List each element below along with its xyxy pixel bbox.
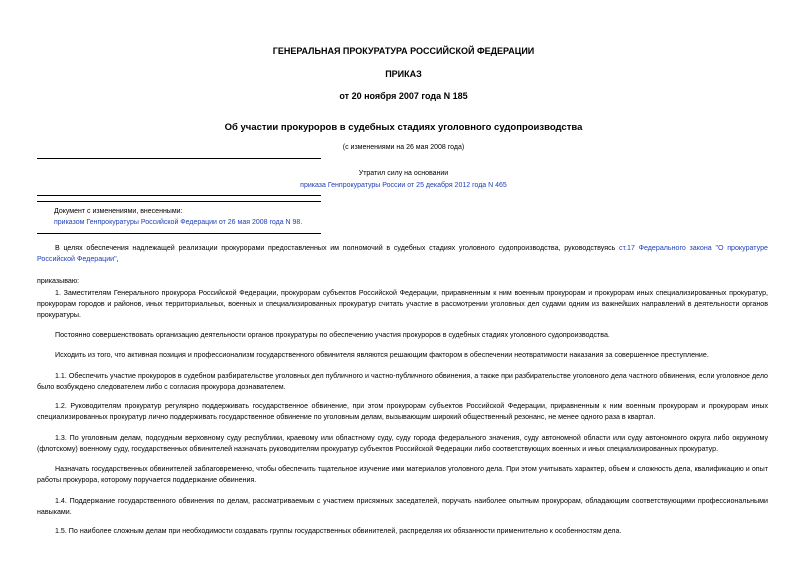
paragraph-1-2: 1.2. Руководителям прокуратур регулярно поддерживать государственное обвинение, при этом прокурорам субъектов Российской Федерации, приравненным к ним военным прокурорам и прокурорам иных специализированных прокуратур лично поддерживать государственное обвинение по уголовным делам, вызывающим широкий общественный резонанс, не менее одного раза в квартал. [37,402,768,421]
divider-3 [37,201,321,202]
document-date-number: от 20 ноября 2007 года N 185 [339,91,468,101]
paragraph-1-1: 1.1. Обеспечить участие прокуроров в судебном разбирательстве уголовных дел публичного и частно-публичного обвинения, а также при разбирательстве уголовного дела частного обвинения, если уголовное дело было возбуждено следователем либо с согласия прокурора дознавателем. [37,372,768,391]
repeal-status: Утратил силу на основании [358,170,449,177]
changes-note-label: Документ с изменениями, внесенными: [54,208,183,215]
organization-name: ГЕНЕРАЛЬНАЯ ПРОКУРАТУРА РОССИЙСКОЙ ФЕДЕРАЦИИ [272,46,535,56]
intro-paragraph [37,243,768,265]
paragraph-3: Исходить из того, что активная позиция и профессионализм государственного обвинителя являются решающим фактором в обеспечении неотвратимости наказания за совершенное преступление. [55,351,709,359]
paragraph-1: 1. Заместителям Генерального прокурора Российской Федерации, прокурорам субъектов Российской Федерации, приравненным к ним военным прокурорам и прокурорам иных специализированных прокуратур, прокурорам городов и районов, иных территориальных, военных и специализированных прокуратур считать участие в рассмотрении уголовных дел судами одним из важнейших направлений в деятельности органов прокуратуры. [37,289,768,319]
divider-4 [37,233,321,234]
paragraph-1-3: 1.3. По уголовным делам, подсудным верховному суду республики, краевому или областному суду, суду города федерального значения, суду автономной области или суду автономного округа либо окружному (флотскому) военному суду, государственных обвинителей назначать руководителям прокуратур субъектов Российской Федерации либо соответствующих военных и иных специализированных прокуратур. [37,434,768,453]
paragraph-1-4: 1.4. Поддержание государственного обвинения по делам, рассматриваемым с участием присяжных заседателей, поручать наиболее опытным прокурорам, обладающим соответствующими профессиональными навыками. [37,497,768,516]
order-word: приказываю: [37,277,80,285]
changes-order-link[interactable]: приказом Генпрокуратуры Российской Федерации от 26 мая 2008 года N 98. [54,219,303,226]
intro-end: , [116,255,119,263]
amendments-note: (с изменениями на 26 мая 2008 года) [342,144,465,151]
paragraph-1-5: 1.5. По наиболее сложным делам при необходимости создавать группы государственных обвинителей, распределяя их обязанности применительно к особенностям дела. [55,527,622,535]
paragraph-2: Постоянно совершенствовать организацию деятельности органов прокуратуры по обеспечению участия прокуроров в судебных стадиях уголовного судопроизводства. [55,331,610,339]
intro-text: В целях обеспечения надлежащей реализации прокурорами предоставленных им полномочий в судебных стадиях уголовного судопроизводства, руководствуясь [55,244,620,252]
divider-2 [37,195,321,196]
paragraph-1-3-b: Назначать государственных обвинителей заблаговременно, чтобы обеспечить тщательное изучение ими материалов уголовного дела. При этом учитывать характер, объем и сложность дела, квалификацию и опыт работы прокурора, которому поручается поддержание обвинения. [37,465,768,484]
law-article-link[interactable]: ст.17 Федерального закона "О прокуратуре Российской Федерации" [37,244,768,263]
repeal-order-link[interactable]: приказа Генпрокуратуры России от 25 декабря 2012 года N 465 [300,182,507,189]
divider-1 [37,158,321,159]
document-title: Об участии прокуроров в судебных стадиях уголовного судопроизводства [224,122,583,133]
document-type: ПРИКАЗ [385,69,422,79]
